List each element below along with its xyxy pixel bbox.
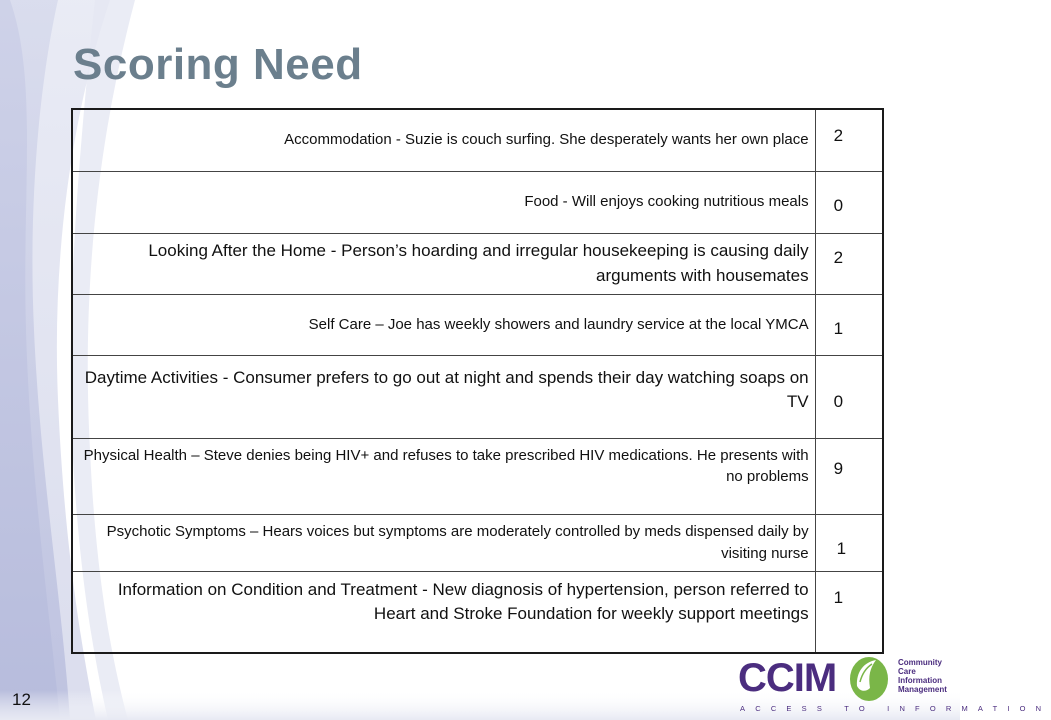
table-row [72, 514, 883, 571]
row-score: 1 [815, 514, 883, 571]
need-scoring-table [71, 108, 884, 654]
row-score: 1 [815, 571, 883, 653]
row-score: 0 [815, 171, 883, 233]
row-score: 1 [815, 294, 883, 355]
row-score: 2 [815, 233, 883, 294]
logo-tagline: ACCESS TO INFORMATION [740, 704, 1051, 713]
leaf-circle-icon [846, 654, 892, 704]
table-row [72, 294, 883, 355]
table-row [72, 109, 883, 171]
table-row [72, 571, 883, 653]
ccim-logo [738, 652, 1051, 720]
slide-title: Scoring Need [73, 40, 363, 89]
table-row [72, 171, 883, 233]
logo-organization-name: Community Care Information Management [898, 658, 947, 694]
row-description: Self Care – Joe has weekly showers and laundry service at the local YMCA [72, 294, 815, 355]
table-row [72, 233, 883, 294]
table-row [72, 438, 883, 514]
row-score: 2 [815, 109, 883, 171]
row-score: 9 [815, 438, 883, 514]
row-description: Physical Health – Steve denies being HIV+ and refuses to take prescribed HIV medications. He presents with no problems [72, 438, 815, 514]
row-score: 0 [815, 355, 883, 438]
table-row [72, 355, 883, 438]
row-description: Looking After the Home - Person’s hoarding and irregular housekeeping is causing daily arguments with housemates [72, 233, 815, 294]
row-description: Psychotic Symptoms – Hears voices but symptoms are moderately controlled by meds dispensed daily by visiting nurse [72, 514, 815, 571]
row-description: Food - Will enjoys cooking nutritious meals [72, 171, 815, 233]
row-description: Information on Condition and Treatment - New diagnosis of hypertension, person referred to Heart and Stroke Foundation for weekly support meetings [72, 571, 815, 653]
row-description: Accommodation - Suzie is couch surfing. She desperately wants her own place [72, 109, 815, 171]
slide-number: 12 [12, 690, 31, 709]
logo-wordmark: CCIM [738, 656, 837, 700]
row-description: Daytime Activities - Consumer prefers to go out at night and spends their day watching soaps on TV [72, 355, 815, 438]
